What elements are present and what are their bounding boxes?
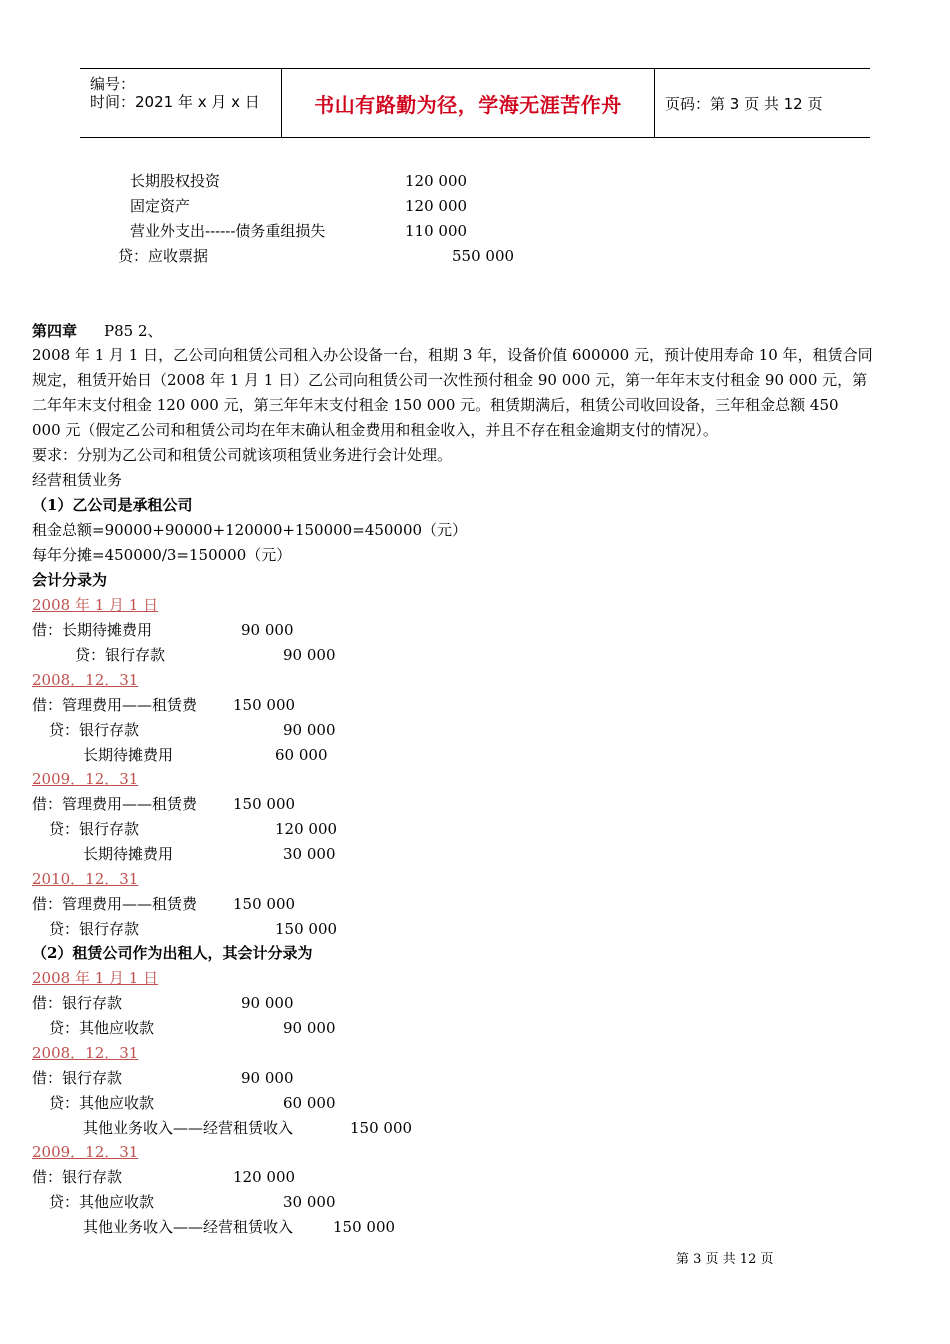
requirement-text: 要求：分别为乙公司和租赁公司就该项租赁业务进行会计处理。: [32, 446, 453, 464]
entry-amount: 90 000: [283, 721, 336, 739]
document-date-label: 时间：2021 年 x 月 x 日: [90, 93, 260, 111]
page-header: [80, 68, 870, 138]
problem-text-line: 规定，租赁开始日（2008 年 1 月 1 日）乙公司向租赁公司一次性预付租金 90 000 元，第一年年末支付租金 90 000 元，第: [32, 371, 868, 389]
entry-account: 借：银行存款: [32, 994, 123, 1012]
entry-date: 2010．12．31: [32, 870, 139, 888]
entry-amount: 90 000: [241, 1069, 294, 1087]
entry-date: 2009．12．31: [32, 770, 139, 788]
entry-amount: 60 000: [275, 746, 328, 764]
lessor-heading: （2）租赁公司作为出租人，其会计分录为: [32, 944, 313, 962]
entry-date: 2008．12．31: [32, 671, 139, 689]
entry-amount: 150 000: [233, 696, 296, 714]
problem-text-line: 2008 年 1 月 1 日，乙公司向租赁公司租入办公设备一台，租期 3 年，设备价值 600000 元，预计使用寿命 10 年，租赁合同: [32, 346, 873, 364]
entry-amount: 550 000: [452, 247, 515, 265]
entries-heading: 会计分录为: [32, 571, 108, 589]
entry-amount: 120 000: [405, 197, 468, 215]
entry-amount: 90 000: [283, 646, 336, 664]
entry-amount: 30 000: [283, 845, 336, 863]
header-meta-cell: [80, 69, 282, 137]
entry-account: 贷：银行存款: [49, 820, 140, 838]
entry-account: 其他业务收入——经营租赁收入: [83, 1218, 294, 1236]
header-motto: 书山有路勤为径，学海无涯苦作舟: [314, 93, 622, 117]
entry-account: 贷：其他应收款: [49, 1193, 155, 1211]
section-title: 经营租赁业务: [32, 471, 123, 489]
entry-account: 贷：其他应收款: [49, 1094, 155, 1112]
entry-amount: 90 000: [283, 1019, 336, 1037]
document-number-label: 编号：: [90, 75, 136, 93]
entry-account: 贷：其他应收款: [49, 1019, 155, 1037]
entry-amount: 110 000: [405, 222, 468, 240]
entry-amount: 120 000: [233, 1168, 296, 1186]
entry-date: 2009．12．31: [32, 1143, 139, 1161]
entry-amount: 60 000: [283, 1094, 336, 1112]
total-rent-formula: 租金总额=90000+90000+120000+150000=450000（元）: [32, 521, 468, 539]
entry-amount: 90 000: [241, 621, 294, 639]
entry-account: 借：管理费用——租赁费: [32, 696, 198, 714]
entry-amount: 120 000: [405, 172, 468, 190]
entry-date: 2008 年 1 月 1 日: [32, 969, 159, 987]
entry-account: 其他业务收入——经营租赁收入: [83, 1119, 294, 1137]
entry-account: 借：银行存款: [32, 1168, 123, 1186]
entry-date: 2008．12．31: [32, 1044, 139, 1062]
entry-account: 借：长期待摊费用: [32, 621, 153, 639]
chapter-reference: P85 2、: [104, 322, 163, 340]
entry-account: 固定资产: [130, 197, 191, 215]
entry-account: 贷：银行存款: [49, 920, 140, 938]
entry-account: 长期股权投资: [130, 172, 221, 190]
entry-amount: 120 000: [275, 820, 338, 838]
entry-account: 借：管理费用——租赁费: [32, 895, 198, 913]
entry-amount: 90 000: [241, 994, 294, 1012]
header-motto-cell: [282, 69, 655, 137]
lessee-heading: （1）乙公司是承租公司: [32, 496, 193, 514]
entry-amount: 150 000: [350, 1119, 413, 1137]
entry-account: 长期待摊费用: [83, 746, 174, 764]
entry-amount: 30 000: [283, 1193, 336, 1211]
entry-account: 贷：应收票据: [118, 247, 209, 265]
entry-amount: 150 000: [233, 895, 296, 913]
entry-account: 营业外支出------债务重组损失: [130, 222, 326, 240]
problem-text-line: 二年年末支付租金 120 000 元，第三年年末支付租金 150 000 元。租赁期满后，租赁公司收回设备，三年租金总额 450: [32, 396, 839, 414]
entry-amount: 150 000: [233, 795, 296, 813]
entry-date: 2008 年 1 月 1 日: [32, 596, 159, 614]
entry-amount: 150 000: [333, 1218, 396, 1236]
entry-amount: 150 000: [275, 920, 338, 938]
chapter-title: 第四章: [32, 322, 78, 340]
header-page-cell: [655, 69, 870, 137]
problem-text-line: 000 元（假定乙公司和租赁公司均在年末确认租金费用和租金收入，并且不存在租金逾期支付的情况）。: [32, 421, 718, 439]
entry-account: 借：管理费用——租赁费: [32, 795, 198, 813]
entry-account: 长期待摊费用: [83, 845, 174, 863]
entry-account: 借：银行存款: [32, 1069, 123, 1087]
entry-account: 贷：银行存款: [49, 721, 140, 739]
page-footer-number: 第 3 页 共 12 页: [676, 1252, 774, 1267]
annual-rent-formula: 每年分摊=450000/3=150000（元）: [32, 546, 292, 564]
header-page-number: 页码：第 3 页 共 12 页: [665, 95, 823, 113]
entry-account: 贷：银行存款: [75, 646, 166, 664]
